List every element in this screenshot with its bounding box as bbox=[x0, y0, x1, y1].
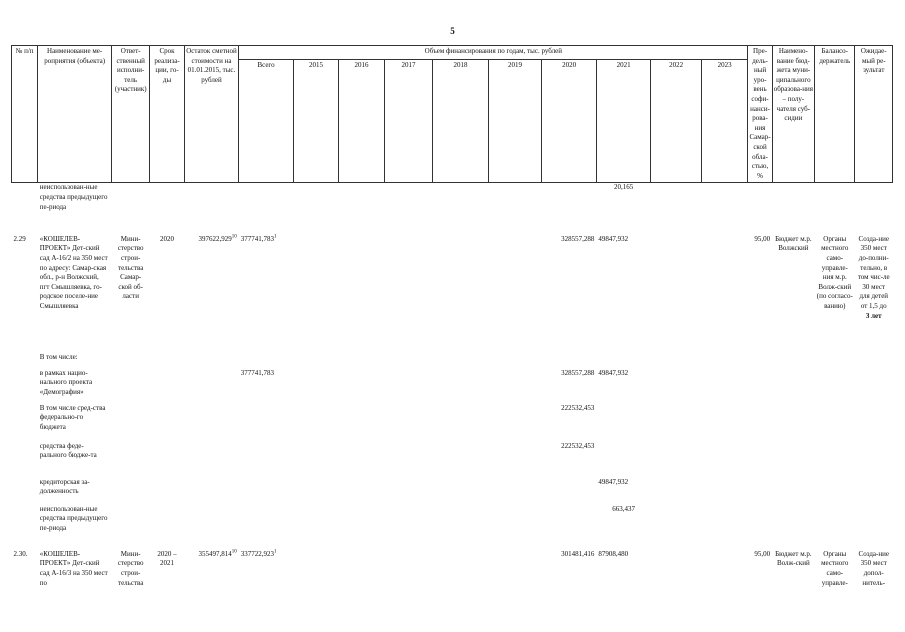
table-row bbox=[12, 404, 893, 442]
header-period: Срок реализа-ции, го-ды bbox=[150, 46, 184, 183]
row-name: «КОШЕЛЕВ-ПРОЕКТ» Дет-ский сад А-16/3 на 350 мест по bbox=[39, 549, 108, 587]
financing-table bbox=[11, 45, 893, 595]
header-executor: Ответ-ственный исполни-тель (участник) bbox=[112, 46, 150, 183]
header-year-2018: 2018 bbox=[433, 60, 489, 183]
table-row bbox=[12, 550, 893, 595]
row-remaining-cost: 397622,929$^{10}$ bbox=[198, 234, 237, 243]
header-year-2020: 2020 bbox=[542, 60, 597, 183]
row-name: неиспользован-ные средства предыдущего пе-риода bbox=[39, 504, 108, 532]
row-2020: 222532,453 bbox=[561, 403, 595, 412]
row-2020: 301481,416 bbox=[561, 549, 595, 558]
table-row bbox=[12, 235, 893, 353]
header-total: Всего bbox=[239, 60, 294, 183]
header-year-2023: 2023 bbox=[701, 60, 748, 183]
row-balance-holder: Органы местного само-управле-ния м.р. Волж-ский (по согласо-ванию) bbox=[816, 234, 853, 310]
row-name: В том числе: bbox=[39, 352, 78, 361]
row-2021: 49847,932 bbox=[598, 368, 629, 377]
header-financing: Объем финансирования по годам, тыс. рублей bbox=[239, 46, 748, 60]
row-name: кредиторская за-долженность bbox=[39, 477, 90, 496]
row-executor: Мини-стерство строи-тельства bbox=[117, 549, 144, 587]
row-name: В том числе сред-ства федерально-го бюджета bbox=[39, 403, 106, 431]
row-period: 2020 bbox=[160, 234, 175, 243]
row-num: 2.29 bbox=[13, 234, 26, 243]
header-num: № п/п bbox=[12, 46, 38, 183]
row-2021: 49847,932 bbox=[598, 234, 629, 243]
table-row bbox=[12, 505, 893, 550]
row-budget: Бюджет м.р. Волж-ский bbox=[775, 549, 812, 568]
row-2020: 222532,453 bbox=[561, 441, 595, 450]
header-year-2017: 2017 bbox=[384, 60, 432, 183]
row-balance-holder: Органы местного само-управле- bbox=[821, 549, 849, 587]
row-2020: 328557,288 bbox=[561, 368, 595, 377]
row-name: «КОШЕЛЕВ-ПРОЕКТ» Дет-ский сад А-16/2 на 350 мест по адресу: Самар-ская обл., р-н Волжский, пгт Смышляевка, го-родское поселе-ние Смышляевка bbox=[39, 234, 108, 310]
row-2021: 20,165 bbox=[613, 183, 634, 192]
header-year-2015: 2015 bbox=[293, 60, 338, 183]
row-2021: 49847,932 bbox=[598, 477, 629, 486]
header-year-2016: 2016 bbox=[339, 60, 384, 183]
header-balance-holder: Балансо-держатель bbox=[815, 46, 855, 183]
table-row bbox=[12, 353, 893, 369]
page-number: 5 bbox=[450, 26, 455, 36]
table-row bbox=[12, 478, 893, 505]
row-remaining-cost: 355497,814$^{10}$ bbox=[198, 549, 237, 558]
table-row bbox=[12, 442, 893, 478]
header-year-2021: 2021 bbox=[596, 60, 651, 183]
row-2020: 328557,288 bbox=[561, 234, 595, 243]
header-year-2022: 2022 bbox=[651, 60, 702, 183]
row-total: 377741,783 bbox=[240, 368, 275, 377]
row-2021: 663,437 bbox=[612, 504, 635, 513]
row-period: 2020 – 2021 bbox=[157, 549, 177, 568]
row-limit: 95,00 bbox=[754, 234, 771, 243]
row-num: 2.30. bbox=[13, 549, 28, 558]
row-executor: Мини-стерство строи-тельства Самар-ской об-ласти bbox=[117, 234, 144, 301]
row-name: средства феде-рального бюдже-та bbox=[39, 441, 97, 460]
header-limit-level: Пре-дель-ный уро-вень софи-нанси-рова-ния Самар-ской обла-стью, % bbox=[748, 46, 772, 183]
row-limit: 95,00 bbox=[754, 549, 771, 558]
row-total: 377741,783$^1$ bbox=[240, 234, 277, 243]
header-year-2019: 2019 bbox=[488, 60, 542, 183]
header-budget-name: Наимено-вание бюд-жета муни-ципального образова-ния – полу-чателя суб-сидии bbox=[772, 46, 814, 183]
table-row bbox=[12, 369, 893, 404]
table-row bbox=[12, 183, 893, 235]
header-remaining-cost: Остаток сметной стоимости на 01.01.2015, тыс. рублей bbox=[184, 46, 239, 183]
row-name: неиспользован-ные средства предыдущего пе-риода bbox=[39, 183, 108, 211]
row-name: в рамках нацио-нального проекта «Демография» bbox=[39, 368, 93, 396]
row-total: 337722,923$^1$ bbox=[240, 549, 277, 558]
row-expected-result: Созда-ние 350 мест до-полни-тельно, в том чис-ле 30 мест для детей от 1,5 до 3 лет bbox=[857, 234, 890, 320]
row-budget: Бюджет м.р. Волжский bbox=[775, 234, 812, 253]
header-name: Наименование ме-роприятия (объекта) bbox=[38, 46, 112, 183]
row-expected-result: Созда-ние 350 мест допол-нитель- bbox=[858, 549, 889, 587]
row-2021: 87908,480 bbox=[598, 549, 629, 558]
header-expected-result: Ожидае-мый ре-зультат bbox=[855, 46, 893, 183]
